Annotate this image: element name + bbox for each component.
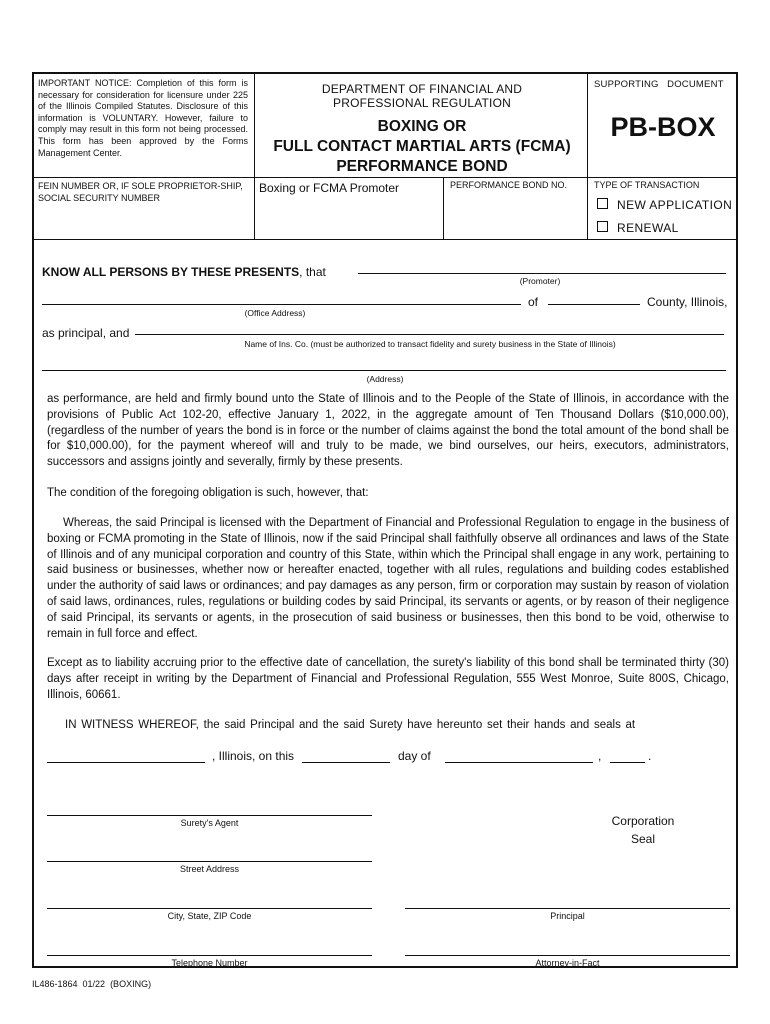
of-label: of: [528, 295, 539, 309]
fein-label: FEIN NUMBER OR, IF SOLE PROPRIETOR-SHIP, SOCIAL SECURITY NUMBER: [38, 181, 243, 203]
principal-label: as principal, and: [42, 326, 130, 340]
city-state-zip-line[interactable]: [47, 908, 372, 909]
new-application-checkbox[interactable]: [597, 198, 608, 209]
address-caption: (Address): [366, 374, 404, 384]
renewal-label: RENEWAL: [617, 221, 679, 235]
form-id: PB-BOX: [610, 112, 716, 142]
form-title: BOXING OR FULL CONTACT MARTIAL ARTS (FCMA) PERFORMANCE BOND: [273, 118, 571, 175]
attorney-in-fact-line[interactable]: [405, 955, 730, 956]
sureties-agent-line[interactable]: [47, 815, 372, 816]
condition-paragraph: The condition of the foregoing obligation is such, however, that:: [47, 487, 369, 499]
sureties-agent-caption: Surety's Agent: [180, 818, 239, 828]
promoter-line[interactable]: [358, 273, 726, 274]
street-address-line[interactable]: [47, 861, 372, 862]
witness-paragraph: IN WITNESS WHEREOF, the said Principal and the said Surety have hereunto set their hands and seals at: [65, 719, 636, 731]
illinois-on-this: , Illinois, on this: [212, 749, 295, 763]
bond-paragraph: as performance, are held and firmly bound unto the State of Illinois and to the People of the State of Illinois, in accordance with the provisions of Public Act 102-20, effective January 1, 2022, in the aggregate amount of Ten Thousand Dollars ($10,000.00), (regardless of the number of years the bond is in force or the number of claims against the bond the total amount of the bond shall be for $10,000.00), for the payment whereof will and truly to be made, we bind ourselves, our heirs, executors, administrators, successors and assigns jointly and severally, firmly by these presents.: [47, 393, 729, 469]
telephone-caption: Telephone Number: [171, 958, 248, 968]
promoter-type-label: Boxing or FCMA Promoter: [259, 181, 400, 195]
important-notice: IMPORTANT NOTICE: Completion of this form is necessary for consideration for licensure under 225 of the Illinois Compiled Statutes. Disclosure of this information is VOLUNTARY. However, failure to comply may result in this form not being processed. This form has been approved by the Forms Management Center.: [38, 78, 248, 158]
telephone-line[interactable]: [47, 955, 372, 956]
street-address-caption: Street Address: [179, 864, 240, 874]
month-line[interactable]: [445, 762, 593, 763]
attorney-in-fact-caption: Attorney-in-Fact: [535, 958, 600, 968]
header-divider: [33, 177, 737, 178]
insurance-company-line[interactable]: [135, 334, 724, 335]
period: .: [648, 749, 652, 763]
year-line[interactable]: [610, 762, 645, 763]
renewal-checkbox[interactable]: [597, 221, 608, 232]
cancellation-paragraph: Except as to liability accruing prior to the effective date of cancellation, the surety's liability of this bond shall be terminated thirty (30) days after receipt in writing by the Department of Financial and Professional Regulation, 555 West Monroe, Suite 800S, Chicago, Illinois, 60661.: [47, 657, 729, 701]
new-application-label: NEW APPLICATION: [617, 198, 733, 212]
city-state-zip-caption: City, State, ZIP Code: [167, 911, 252, 921]
header-divider: [254, 73, 255, 240]
insurance-caption: Name of Ins. Co. (must be authorized to transact fidelity and surety business in the State of Illinois): [244, 339, 616, 349]
day-of-label: day of: [398, 749, 431, 763]
know-all-persons: KNOW ALL PERSONS BY THESE PRESENTS, that: [42, 265, 326, 279]
principal-line[interactable]: [405, 908, 730, 909]
principal-caption: Principal: [550, 911, 585, 921]
promoter-caption: (Promoter): [519, 276, 561, 286]
bond-number-label: PERFORMANCE BOND NO.: [450, 180, 568, 190]
county-line[interactable]: [548, 304, 640, 305]
form-code: IL486-1864 01/22 (BOXING): [32, 979, 152, 989]
transaction-type-label: TYPE OF TRANSACTION: [594, 180, 700, 190]
corporation-label: Corporation: [611, 814, 675, 828]
county-label: County, Illinois,: [647, 295, 728, 309]
location-line[interactable]: [47, 762, 205, 763]
header-divider: [33, 239, 737, 240]
header-divider: [443, 177, 444, 240]
whereas-paragraph: Whereas, the said Principal is licensed with the Department of Financial and Professional Regulation to engage in the business of boxing or FCMA promoting in the State of Illinois, now if the said Principal shall faithfully observe all ordinances and laws of the State of Illinois and of any municipal corporation and country of this State, within which the Principal shall engage in any work, pertaining to said business or businesses, whether now or hereafter enacted, together with all rules, regulations and building codes established under the authority of said laws or ordinances; and pay damages as any person, firm or corporation may sustain by reason of violation of said laws, ordinances, rules, regulations or building codes by said Principal, its servants or agents, or by reason of their negligence of said Principal, its servants or agents, in the prosecution of said business or businesses, then this bond to be void, otherwise to remain in full force and effect.: [47, 517, 729, 640]
department-name: DEPARTMENT OF FINANCIAL AND PROFESSIONAL REGULATION: [321, 82, 523, 110]
address-line[interactable]: [42, 370, 726, 371]
day-line[interactable]: [302, 762, 390, 763]
supporting-document-label: SUPPORTING DOCUMENT: [594, 79, 724, 90]
seal-label: Seal: [630, 832, 656, 846]
comma: ,: [598, 749, 602, 763]
office-address-caption: (Office Address): [244, 308, 306, 318]
office-address-line[interactable]: [42, 304, 521, 305]
